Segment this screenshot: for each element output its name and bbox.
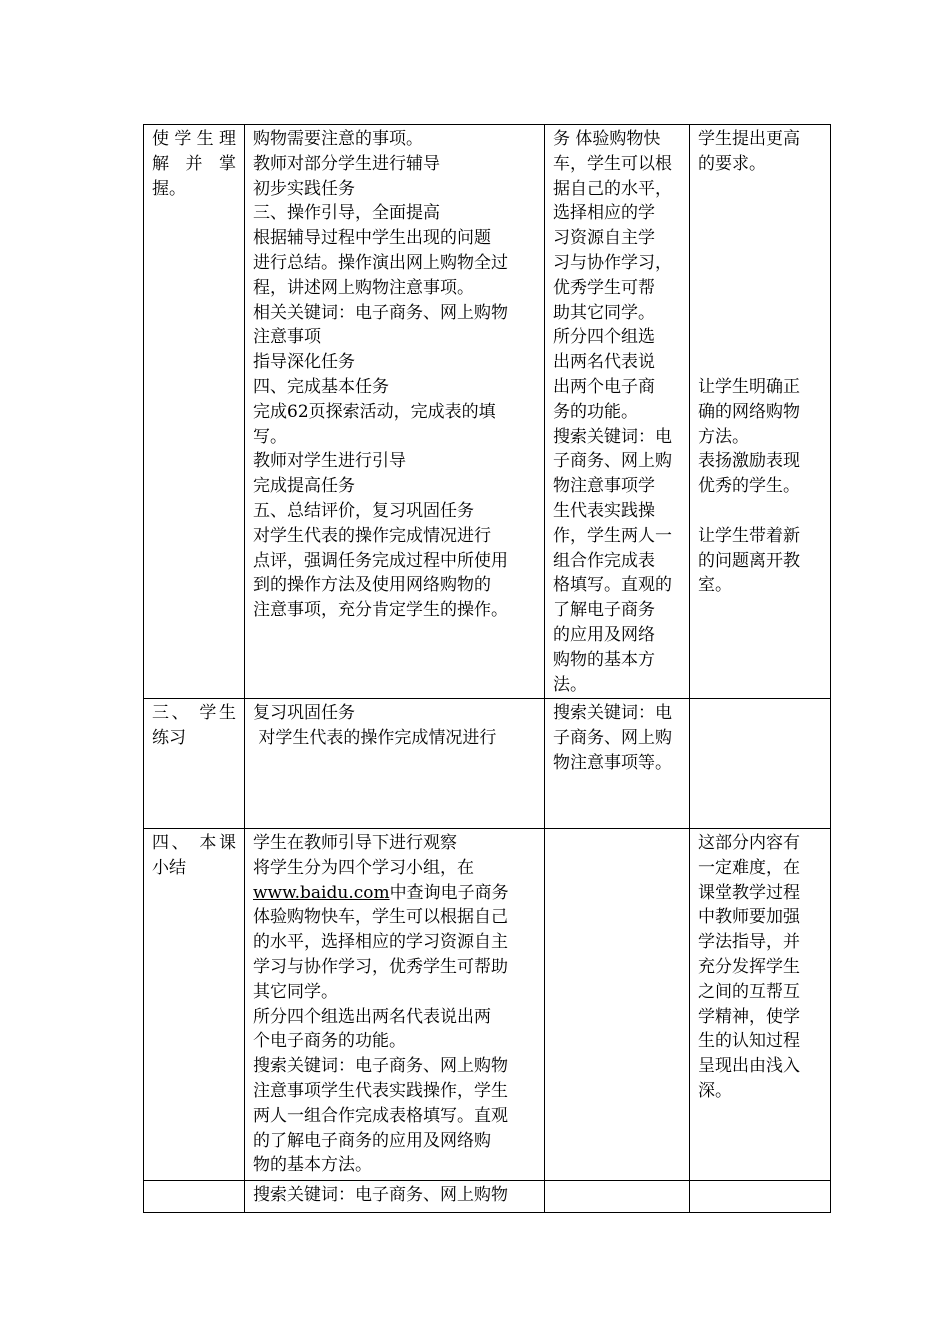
text-line: 所分四个组选出两名代表说出两 xyxy=(253,1006,491,1027)
text-line: 让学生明确正 xyxy=(698,376,800,397)
text-line: 了解电子商务 xyxy=(553,600,655,621)
text-line: 进行总结。操作演出网上购物全过 xyxy=(253,252,508,273)
student-activity-cell xyxy=(545,1181,690,1213)
text-line: 学生提出更高 xyxy=(698,129,800,149)
text-line: 四、 本课 xyxy=(152,833,236,853)
text-line: 充分发挥学生 xyxy=(698,956,800,977)
text-line: 注意事项 xyxy=(253,327,321,348)
text-line: 习资源自主学 xyxy=(553,228,655,249)
text-line: 学精神，使学 xyxy=(698,1006,800,1027)
text-line: 一定难度，在 xyxy=(698,857,800,878)
activity-cell xyxy=(245,699,545,829)
text-line: 的应用及网络 xyxy=(553,624,655,645)
table-row xyxy=(144,1181,831,1213)
design-intent-cell xyxy=(690,1181,831,1213)
text-line: 初步实践任务 xyxy=(253,178,355,199)
stage-cell xyxy=(144,699,245,829)
text-line: 表扬激励表现 xyxy=(698,451,800,472)
text-line: 的了解电子商务的应用及网络购 xyxy=(253,1130,491,1151)
text-line: 组合作完成表 xyxy=(553,550,655,571)
text-line: 课堂教学过程 xyxy=(698,882,800,903)
text-line: 之间的互帮互 xyxy=(698,981,800,1002)
text-line: 三、操作引导，全面提高 xyxy=(253,203,440,224)
text-line: 选择相应的学 xyxy=(553,203,655,224)
text-line: 所分四个组选 xyxy=(553,327,655,348)
text-line: 对学生代表的操作完成情况进行 xyxy=(253,525,491,546)
text-line: 握。 xyxy=(152,178,186,199)
text-line: 其它同学。 xyxy=(253,981,338,1002)
text-line: 小结 xyxy=(152,857,186,878)
text-line: 的问题离开教 xyxy=(698,550,800,571)
text-line: 确的网络购物 xyxy=(698,401,800,422)
text-line: 复习巩固任务 xyxy=(253,703,355,723)
text-line: 学习与协作学习，优秀学生可帮助 xyxy=(253,956,508,977)
text-line: 指导深化任务 xyxy=(253,352,355,373)
text-line: 搜索关键词：电 xyxy=(553,426,672,447)
text-line xyxy=(253,881,536,906)
text-line: 格填写。直观的 xyxy=(553,575,672,596)
text-line: 学法指导，并 xyxy=(698,932,800,953)
text-line: 室。 xyxy=(698,575,732,596)
text-fragment: 中查询电子商务 xyxy=(389,882,509,903)
text-line: 注意事项，充分肯定学生的操作。 xyxy=(253,600,508,621)
text-line: 点评，强调任务完成过程中所使用 xyxy=(253,550,508,571)
text-line: 对学生代表的操作完成情况进行 xyxy=(253,727,497,748)
text-line: 写。 xyxy=(253,426,287,447)
text-line: 这部分内容有 xyxy=(698,833,800,853)
table-row xyxy=(144,829,831,1181)
text-line: 使学生理 xyxy=(152,129,236,149)
text-line: 的水平，选择相应的学习资源自主 xyxy=(253,932,508,953)
text-line: 务的功能。 xyxy=(553,401,638,422)
text-line: 搜索关键词：电子商务、网上购物 xyxy=(253,1056,508,1077)
text-line: 两人一组合作完成表格填写。直观 xyxy=(253,1105,508,1126)
text-line: 注意事项学生代表实践操作，学生 xyxy=(253,1080,508,1101)
text-line: 程，讲述网上购物注意事项。 xyxy=(253,277,474,298)
text-line: 五、总结评价，复习巩固任务 xyxy=(253,500,474,521)
text-line: 助其它同学。 xyxy=(553,302,655,323)
stage-cell xyxy=(144,829,245,1181)
text-line: 呈现出由浅入 xyxy=(698,1056,800,1077)
table-row xyxy=(144,125,831,699)
activity-cell xyxy=(245,1181,545,1213)
text-line: 教师对部分学生进行辅导 xyxy=(253,153,440,174)
stage-cell xyxy=(144,125,245,699)
text-line: 三、 学生 xyxy=(152,703,236,723)
lesson-plan-table xyxy=(143,124,831,1213)
text-line: 习与协作学习， xyxy=(553,252,672,273)
text-line: 购物需要注意的事项。 xyxy=(253,129,423,149)
text-line: 出两个电子商 xyxy=(553,376,655,397)
design-intent-cell xyxy=(690,699,831,829)
text-line: 四、完成基本任务 xyxy=(253,376,389,397)
text-line: 让学生带着新 xyxy=(698,525,800,546)
text-line: 优秀学生可帮 xyxy=(553,277,655,298)
activity-cell xyxy=(245,125,545,699)
text-line: 物注意事项等。 xyxy=(553,752,672,773)
text-line: 将学生分为四个学习小组，在 xyxy=(253,857,474,878)
text-line: 相关关键词：电子商务、网上购物 xyxy=(253,302,508,323)
text-line: 子商务、网上购 xyxy=(553,727,672,748)
text-line: 法。 xyxy=(553,674,587,695)
text-line: 解 并 掌 xyxy=(152,153,236,174)
text-line: 搜索关键词：电 xyxy=(553,703,672,723)
text-line: 中教师要加强 xyxy=(698,907,800,928)
text-line: 作，学生两人一 xyxy=(553,525,672,546)
text-line: 出两名代表说 xyxy=(553,352,655,373)
text-line: 购物的基本方 xyxy=(553,649,655,670)
stage-cell xyxy=(144,1181,245,1213)
text-line: 完成62页探索活动，完成表的填 xyxy=(253,401,496,422)
text-line: 学生在教师引导下进行观察 xyxy=(253,833,457,853)
text-line: 方法。 xyxy=(698,426,749,447)
text-line: 教师对学生进行引导 xyxy=(253,451,406,472)
text-line: 个电子商务的功能。 xyxy=(253,1031,406,1052)
text-line: 到的操作方法及使用网络购物的 xyxy=(253,575,491,596)
text-line: 的要求。 xyxy=(698,153,766,174)
student-activity-cell xyxy=(545,699,690,829)
text-line: 练习 xyxy=(152,727,186,748)
text-line: 据自己的水平， xyxy=(553,178,672,199)
student-activity-cell xyxy=(545,125,690,699)
text-line: 物的基本方法。 xyxy=(253,1155,372,1176)
text-line: 完成提高任务 xyxy=(253,476,355,497)
text-line: 车，学生可以根 xyxy=(553,153,672,174)
text-line: 生的认知过程 xyxy=(698,1031,800,1052)
text-line: 根据辅导过程中学生出现的问题 xyxy=(253,228,491,249)
design-intent-cell xyxy=(690,125,831,699)
student-activity-cell xyxy=(545,829,690,1181)
text-line: 生代表实践操 xyxy=(553,500,655,521)
text-line: 子商务、网上购 xyxy=(553,451,672,472)
design-intent-cell xyxy=(690,829,831,1181)
text-line: 务 体验购物快 xyxy=(553,129,661,149)
text-line: 物注意事项学 xyxy=(553,476,655,497)
text-line: 体验购物快车，学生可以根据自己 xyxy=(253,907,508,928)
text-line: 搜索关键词：电子商务、网上购物 xyxy=(253,1185,508,1205)
text-line: 深。 xyxy=(698,1080,732,1101)
activity-cell xyxy=(245,829,545,1181)
text-line: 优秀的学生。 xyxy=(698,476,800,497)
baidu-link[interactable]: www.baidu.com xyxy=(253,882,390,903)
table-row xyxy=(144,699,831,829)
